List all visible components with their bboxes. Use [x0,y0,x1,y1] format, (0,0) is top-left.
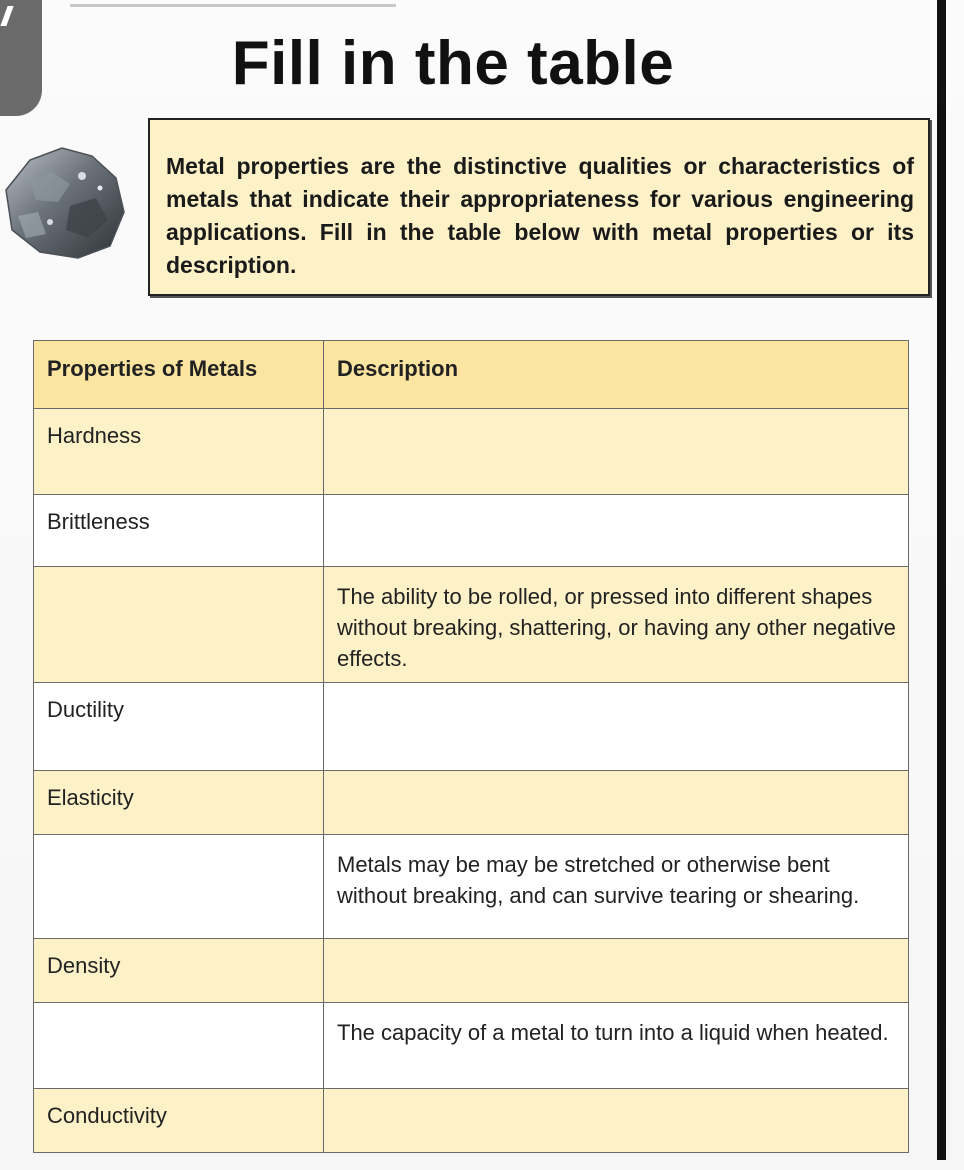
metal-ore-icon [0,142,130,264]
table-row [34,495,909,567]
property-cell[interactable] [34,835,324,939]
table-row [34,567,909,683]
table-header-row [34,341,909,409]
description-cell[interactable] [324,495,909,567]
intro-text: Metal properties are the distinctive qualities or characteristics of metals that indicate their appropriateness for various engineering applications. Fill in the table below with metal properties or its description. [166,153,914,278]
property-cell: Hardness [34,409,324,495]
property-cell: Brittleness [34,495,324,567]
property-cell[interactable] [34,567,324,683]
table-row [34,1003,909,1089]
table-row [34,835,909,939]
table-row [34,771,909,835]
description-cell: Metals may be may be stretched or otherwise bent without breaking, and can survive tearing or shearing. [324,835,909,939]
table-row [34,683,909,771]
header-description: Description [324,341,909,409]
description-cell[interactable] [324,771,909,835]
properties-table [33,340,909,1153]
description-cell: The ability to be rolled, or pressed into different shapes without breaking, shattering, or having any other negative effects. [324,567,909,683]
table-row [34,1089,909,1153]
description-cell[interactable] [324,1089,909,1153]
table-row [34,939,909,1003]
intro-box [148,118,930,296]
description-cell[interactable] [324,939,909,1003]
property-cell: Conductivity [34,1089,324,1153]
property-cell: Ductility [34,683,324,771]
description-cell[interactable] [324,683,909,771]
top-divider [70,4,396,7]
right-edge-bar [937,0,946,1160]
description-cell[interactable] [324,409,909,495]
table-row [34,409,909,495]
property-cell: Elasticity [34,771,324,835]
description-cell: The capacity of a metal to turn into a liquid when heated. [324,1003,909,1089]
page-title: Fill in the table [231,29,675,98]
property-cell[interactable] [34,1003,324,1089]
property-cell: Density [34,939,324,1003]
header-properties: Properties of Metals [34,341,324,409]
